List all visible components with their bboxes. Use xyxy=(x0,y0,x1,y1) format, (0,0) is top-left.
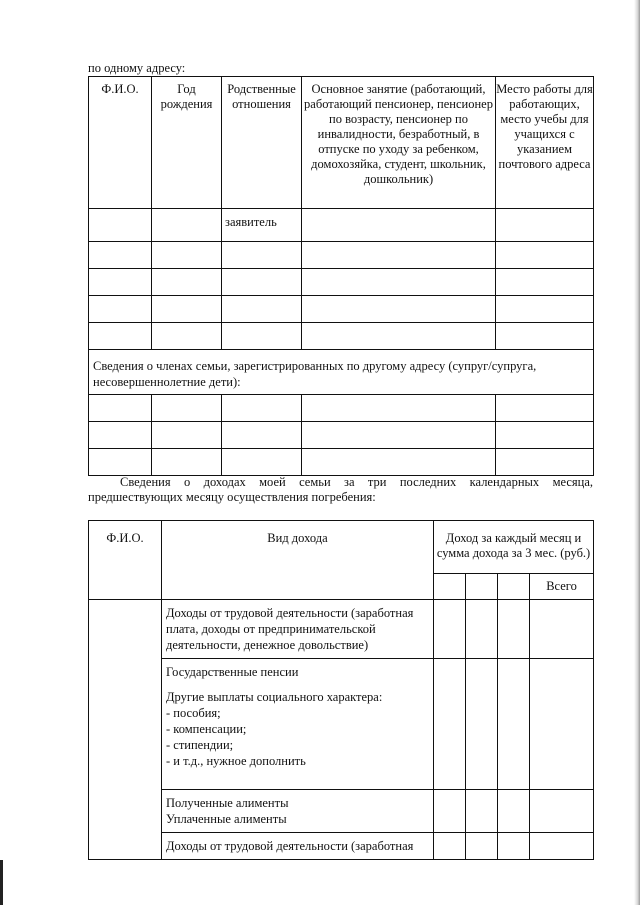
header-fio: Ф.И.О. xyxy=(89,521,162,600)
cell-workplace[interactable] xyxy=(496,422,594,449)
cell-month-3[interactable] xyxy=(498,790,530,833)
table-row xyxy=(89,323,594,350)
social-item-compensations: - компенсации; xyxy=(166,722,247,736)
table-row xyxy=(89,242,594,269)
income-kind-alimony-paid: Уплаченные алименты xyxy=(166,812,287,826)
social-item-benefits: - пособия; xyxy=(166,706,221,720)
cell-occupation[interactable] xyxy=(302,449,496,476)
table-header-row xyxy=(89,77,594,209)
income-kind-pensions-social xyxy=(162,659,434,790)
cell-month-1[interactable] xyxy=(434,659,466,790)
income-kind-alimony xyxy=(162,790,434,833)
cell-relation[interactable] xyxy=(222,395,302,422)
table-row xyxy=(89,209,594,242)
cell-total[interactable] xyxy=(530,659,594,790)
header-fio: Ф.И.О. xyxy=(89,77,152,209)
cell-workplace[interactable] xyxy=(496,209,594,242)
cell-month-2[interactable] xyxy=(466,600,498,659)
social-item-stipends: - стипендии; xyxy=(166,738,234,752)
table-header-row xyxy=(89,521,594,574)
table-row xyxy=(89,833,594,860)
cell-birth-year[interactable] xyxy=(152,209,222,242)
income-kind-pensions: Государственные пенсии xyxy=(166,665,299,679)
cell-relation[interactable] xyxy=(222,323,302,350)
cell-workplace[interactable] xyxy=(496,449,594,476)
family-members-table xyxy=(88,76,594,476)
cell-month-2[interactable] xyxy=(466,790,498,833)
cell-birth-year[interactable] xyxy=(152,296,222,323)
cell-month-1[interactable] xyxy=(434,790,466,833)
table-row xyxy=(89,296,594,323)
header-workplace: Место работы для работающих, место учебы для учащихся с указанием почтового адреса xyxy=(496,77,594,209)
header-monthly-income: Доход за каждый месяц и сумма дохода за 3 мес. (руб.) xyxy=(434,521,594,574)
cell-relation[interactable] xyxy=(222,449,302,476)
income-table xyxy=(88,520,594,860)
cell-month-2[interactable] xyxy=(466,659,498,790)
cell-total[interactable] xyxy=(530,790,594,833)
cell-birth-year[interactable] xyxy=(152,422,222,449)
cell-workplace[interactable] xyxy=(496,395,594,422)
table-row xyxy=(89,790,594,833)
scan-margin-mark xyxy=(0,860,3,905)
table-row xyxy=(89,659,594,790)
intro-text: по одному адресу: xyxy=(88,61,186,75)
income-kind-social-title: Другие выплаты социального характера: xyxy=(166,690,383,704)
table-row xyxy=(89,449,594,476)
cell-birth-year[interactable] xyxy=(152,449,222,476)
cell-workplace[interactable] xyxy=(496,242,594,269)
cell-birth-year[interactable] xyxy=(152,269,222,296)
cell-month-1[interactable] xyxy=(434,600,466,659)
header-total: Всего xyxy=(530,574,594,600)
cell-workplace[interactable] xyxy=(496,296,594,323)
header-income-kind: Вид дохода xyxy=(162,521,434,600)
section-note-row xyxy=(89,350,594,395)
cell-fio[interactable] xyxy=(89,242,152,269)
cell-month-2 xyxy=(466,574,498,600)
cell-occupation[interactable] xyxy=(302,269,496,296)
cell-relation-applicant: заявитель xyxy=(222,209,302,242)
cell-month-3 xyxy=(498,574,530,600)
cell-fio[interactable] xyxy=(89,395,152,422)
cell-workplace[interactable] xyxy=(496,269,594,296)
header-occupation: Основное занятие (работающий, работающий пенсионер, пенсионер по возрасту, пенсионер по инвалидности, безработный, в отпуске по уходу за ребенком, домохозяйка, студент, школьник, дошкольник) xyxy=(302,77,496,209)
cell-fio[interactable] xyxy=(89,209,152,242)
cell-occupation[interactable] xyxy=(302,296,496,323)
header-birth-year: Год рождения xyxy=(152,77,222,209)
table-row xyxy=(89,422,594,449)
table-row xyxy=(89,600,594,659)
income-kind-labor: Доходы от трудовой деятельности (заработная плата, доходы от предпринимательской деятельности, денежное довольствие) xyxy=(162,600,434,659)
cell-relation[interactable] xyxy=(222,242,302,269)
section-note-other-address: Сведения о членах семьи, зарегистрированных по другому адресу (супруг/супруга, несовершеннолетние дети): xyxy=(89,350,594,395)
table-row xyxy=(89,395,594,422)
cell-fio[interactable] xyxy=(89,269,152,296)
cell-month-3[interactable] xyxy=(498,659,530,790)
social-item-etc: - и т.д., нужное дополнить xyxy=(166,754,306,768)
header-relation: Родственные отношения xyxy=(222,77,302,209)
cell-occupation[interactable] xyxy=(302,422,496,449)
cell-month-3[interactable] xyxy=(498,600,530,659)
income-kind-alimony-received: Полученные алименты xyxy=(166,796,289,810)
cell-occupation[interactable] xyxy=(302,209,496,242)
cell-month-3[interactable] xyxy=(498,833,530,860)
table-row xyxy=(89,269,594,296)
cell-fio[interactable] xyxy=(89,296,152,323)
cell-month-1[interactable] xyxy=(434,833,466,860)
cell-birth-year[interactable] xyxy=(152,242,222,269)
cell-total[interactable] xyxy=(530,833,594,860)
cell-birth-year[interactable] xyxy=(152,395,222,422)
income-kind-labor-repeat: Доходы от трудовой деятельности (заработная xyxy=(162,833,434,860)
cell-relation[interactable] xyxy=(222,269,302,296)
cell-workplace[interactable] xyxy=(496,323,594,350)
cell-total[interactable] xyxy=(530,600,594,659)
cell-fio[interactable] xyxy=(89,449,152,476)
cell-month-1 xyxy=(434,574,466,600)
cell-fio[interactable] xyxy=(89,323,152,350)
cell-relation[interactable] xyxy=(222,422,302,449)
income-paragraph xyxy=(88,475,593,505)
cell-fio[interactable] xyxy=(89,422,152,449)
income-paragraph-text: Сведения о доходах моей семьи за три последних календарных месяца, предшествующих месяцу осуществления погребения: xyxy=(88,475,593,504)
cell-occupation[interactable] xyxy=(302,323,496,350)
cell-fio[interactable] xyxy=(89,600,162,860)
cell-relation[interactable] xyxy=(222,296,302,323)
cell-birth-year[interactable] xyxy=(152,323,222,350)
cell-occupation[interactable] xyxy=(302,242,496,269)
cell-month-2[interactable] xyxy=(466,833,498,860)
cell-occupation[interactable] xyxy=(302,395,496,422)
scan-edge-shadow xyxy=(634,0,640,905)
